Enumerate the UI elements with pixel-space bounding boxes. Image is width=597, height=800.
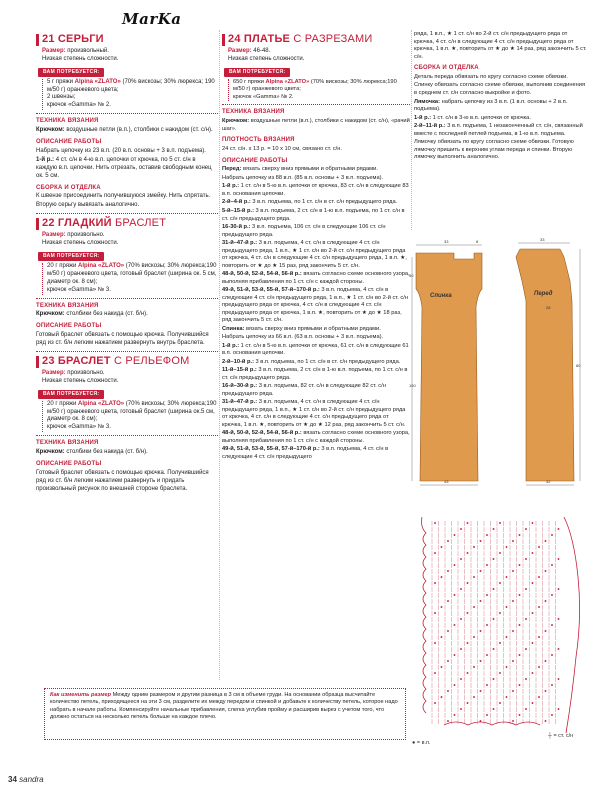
chain-mark	[493, 528, 495, 530]
chain-mark	[486, 534, 488, 536]
chain-mark	[473, 576, 475, 578]
note-lead: Как изменить размер	[50, 692, 112, 698]
divider	[36, 298, 218, 299]
paragraph: 2-й–11-й р.: 3 в.п. подъема, 1 незаконченный ст. с/н, связанный вместе с последней петлей подъема, в 1-ю в.п. подъема.	[414, 123, 583, 137]
paragraph: Крючком: столбики без накида (ст. б/н).	[36, 449, 148, 456]
chain-mark	[460, 618, 462, 620]
chain-mark	[486, 624, 488, 626]
subheading: ОПИСАНИЕ РАБОТЫ	[36, 323, 102, 330]
subheading: ОПИСАНИЕ РАБОТЫ	[222, 157, 288, 164]
accent-bar	[36, 218, 39, 230]
chain-mark	[538, 636, 540, 638]
chain-mark	[499, 582, 501, 584]
chain-mark	[480, 570, 482, 572]
column-left	[36, 30, 218, 494]
chain-mark	[467, 612, 469, 614]
paragraph: 48-й, 50-й, 52-й, 54-й, 56-й р.: вязать согласно схеме основного узора, выполняя прибавления по 1 ст. с/н с каждой стороны.	[222, 271, 410, 285]
paragraph: 2-й–10-й р.: 3 в.п. подъема, по 1 ст. с/н в ст. с/н предыдущего ряда.	[222, 358, 401, 365]
chain-mark	[512, 600, 514, 602]
chain-mark	[519, 594, 521, 596]
size-info: Размер: 46-48. Низкая степень сложности.	[228, 48, 305, 63]
subheading: ТЕХНИКА ВЯЗАНИЯ	[36, 302, 99, 309]
chain-mark	[551, 714, 553, 716]
chain-mark	[434, 672, 436, 674]
chain-mark	[519, 534, 521, 536]
chain-mark	[473, 546, 475, 548]
dim-label: 8	[476, 239, 479, 244]
chain-mark	[499, 612, 501, 614]
paragraph: 1-й р.: 1 ст. с/н в 3-ю в.п. цепочки от крючка.	[414, 114, 531, 121]
chain-mark	[473, 606, 475, 608]
dim-label: 32	[546, 479, 551, 484]
paragraph: 1-й р.: 1 ст. с/н в 5-ю в.п. цепочки от крючка, 61 ст. с/н в следующие 61 в.п. основания цепочки.	[222, 342, 409, 357]
size-change-note	[44, 688, 406, 740]
chain-mark	[493, 678, 495, 680]
section-title: СЕРЬГИ	[57, 33, 104, 45]
chain-mark	[441, 576, 443, 578]
chain-mark	[512, 660, 514, 662]
chain-mark	[519, 714, 521, 716]
section-number: 21	[42, 33, 55, 45]
difficulty: Низкая степень сложности.	[42, 240, 119, 247]
paragraph: Спинка: вязать сверху вниз прямыми и обратными рядами.	[222, 325, 381, 332]
symbol: ┼	[548, 733, 552, 739]
subheading: ОПИСАНИЕ РАБОТЫ	[36, 461, 102, 468]
paragraph: Лямочка: набрать цепочку из 3 в.п. (1 в.п. основы + 2 в.п. подъема).	[414, 98, 568, 113]
paragraph: Готовый браслет обвязать с помощью крючка. Получившийся ряд из ст. б/н легким нажатием развернуть и придать произвольный рисунок по внешней стороне браслета.	[36, 469, 209, 492]
paragraph: 1-й р.: 4 ст. с/н в 4-ю в.п. цепочки от крючка, по 5 ст. с/н в каждую в.п. цепочки. Нить отрезать, оставив свободным конец ок. 5 см.	[36, 156, 212, 179]
chain-mark	[506, 606, 508, 608]
chain-mark	[486, 714, 488, 716]
chain-mark	[454, 684, 456, 686]
chain-mark	[558, 618, 560, 620]
note-text: Между одним размером и другим разница в 3 см в объеме груди. На основании образца высчитайте количество петель, приходящееся на эти 3 см, разделите их между передом и спинкой и добавьте к количеству петель, которое надо набрать в начале работы. Компенсируйте начальные прибавления, слегка углубив пройму и расширив вырез с учетом того, что должно остаться на несколько петель больше на каждое плечо.	[50, 692, 398, 720]
chain-mark	[493, 588, 495, 590]
dim-label: 50	[409, 273, 414, 278]
materials-list: 20 г пряжи Alpina «ZLATO» (70% вискозы; 30% люрекса;190 м/50 г) оранжевого цвета, готовый браслет (ширина ок.5 см, диаметр ок. 8 см); крючок «Gamma» № 3.	[42, 401, 218, 433]
chain-mark	[486, 684, 488, 686]
chain-mark	[480, 630, 482, 632]
chain-mark	[460, 648, 462, 650]
chain-mark	[434, 612, 436, 614]
chain-mark	[558, 558, 560, 560]
chain-mark	[499, 552, 501, 554]
chain-mark	[512, 540, 514, 542]
paragraph: Вторую серьгу вывязать аналогично.	[36, 202, 140, 209]
chain-mark	[499, 642, 501, 644]
chain-mark	[467, 582, 469, 584]
chain-mark	[538, 576, 540, 578]
chain-mark	[454, 534, 456, 536]
chain-mark	[460, 528, 462, 530]
paragraph: 31-й–47-й р.: 3 в.п. подъема, 4 ст. с/н в следующие 4 ст. с/н предыдущего ряда, 1 в.п., ★ 1 ст. с/н во 2-й ст. с/н предыдущего ряда от крючка, 4 ст. с/н в следующие 4 ст. с/н предыдущего ряда от крючка, 1 в.п. ★, повторить от ★ до ★ 12 раз, ряд закончить 5 ст. с/н.	[222, 399, 406, 428]
section-title: ПЛАТЬЕ	[243, 33, 291, 45]
front-piece	[516, 249, 574, 481]
section-number: 22	[42, 217, 55, 230]
back-piece	[416, 253, 482, 481]
divider	[36, 113, 218, 114]
chain-mark	[480, 600, 482, 602]
materials-list: 20 г пряжи Alpina «ZLATO» (70% вискозы; 30% люрекса;190 м/50 г) оранжевого цвета, готовый браслет (ширина ок. 5 см, диаметр ок. 8 см); крючок «Gamma» № 3.	[42, 263, 218, 295]
chain-mark	[467, 642, 469, 644]
column-divider	[219, 30, 220, 680]
chain-mark	[447, 570, 449, 572]
paragraph: 49-й, 51-й, 53-й, 55-й, 57-й–170-й р.: 3 в.п. подъема, 4 ст. с/н в следующие 4 ст. с/н предыдущего	[222, 446, 389, 460]
difficulty: Низкая степень сложности.	[42, 378, 119, 385]
watermark-logo: MarKa	[122, 10, 182, 28]
size-info: Размер: произвольно. Низкая степень сложности.	[42, 370, 119, 385]
divider	[222, 104, 410, 105]
chain-mark	[434, 522, 436, 524]
legend-st: ┼ = ст. с/н	[548, 733, 574, 739]
paragraph: Крючком: столбики без накида (ст. б/н).	[36, 311, 148, 318]
chain-mark	[447, 660, 449, 662]
chain-mark	[519, 654, 521, 656]
paragraph: 24 ст. с/н. х 13 р. = 10 х 10 см, связано ст. с/н.	[222, 145, 342, 152]
chain-mark	[486, 654, 488, 656]
chain-mark	[538, 666, 540, 668]
materials-list: 5 г пряжи Alpina «ZLATO» (70% вискозы; 30% люрекса; 190 м/50 г) оранжевого цвета; 2 швензы; крючок «Gamma» № 2.	[42, 79, 218, 111]
chain-mark	[480, 660, 482, 662]
chain-mark	[441, 606, 443, 608]
chain-mark	[538, 606, 540, 608]
paragraph: Перед: вязать сверху вниз прямыми и обратными рядами.	[222, 166, 378, 173]
chain-mark	[499, 702, 501, 704]
front-label: Перед	[534, 291, 553, 297]
chain-mark	[551, 594, 553, 596]
chain-mark	[545, 660, 547, 662]
dim-label: 150	[409, 383, 416, 388]
chain-mark	[512, 570, 514, 572]
materials-badge: ВАМ ПОТРЕБУЕТСЯ:	[224, 68, 290, 77]
paragraph: Готовый браслет обвязать с помощью крючка. Получившийся ряд из ст. б/н легким нажатием развернуть внутрь браслета.	[36, 332, 209, 347]
chain-mark	[525, 558, 527, 560]
paragraph: Набрать цепочку из 66 в.п. (63 в.п. основы + 3 в.п. подъема).	[222, 334, 384, 341]
chain-mark	[525, 588, 527, 590]
divider	[36, 435, 218, 436]
chain-mark	[532, 612, 534, 614]
chain-mark	[467, 552, 469, 554]
chain-mark	[460, 708, 462, 710]
materials-badge: ВАМ ПОТРЕБУЕТСЯ:	[38, 252, 104, 261]
difficulty: Низкая степень сложности.	[228, 56, 305, 63]
crochet-scheme	[416, 497, 586, 745]
chain-mark	[512, 690, 514, 692]
chain-mark	[506, 546, 508, 548]
section-21-heading	[36, 33, 218, 46]
chain-mark	[493, 708, 495, 710]
paragraph: Крючком: воздушные петли (в.п.), столбики с накидом (ст. с/н), «рачий шаг».	[222, 118, 410, 132]
chain-mark	[525, 678, 527, 680]
symbol: ●	[412, 740, 416, 746]
chain-mark	[558, 678, 560, 680]
chain-mark	[447, 690, 449, 692]
chain-mark	[545, 690, 547, 692]
chain-mark	[551, 624, 553, 626]
paragraph: 16-30-й р.: 3 в.п. подъема, 106 ст. с/н в следующие 106 ст. с/н предыдущего ряда.	[222, 224, 386, 238]
materials-list: 650 г пряжи Alpina «ZLATO» (70% вискозы; 30% люрекса;190 м/50 г) оранжевого цвета; крючок «Gamma» № 2.	[228, 79, 410, 102]
chain-mark	[525, 708, 527, 710]
chain-mark	[473, 636, 475, 638]
chain-mark	[519, 684, 521, 686]
chain-mark	[434, 702, 436, 704]
chain-mark	[538, 696, 540, 698]
chain-mark	[467, 672, 469, 674]
paragraph: Деталь переда обвязать по кругу согласно схеме обвязки.	[414, 73, 568, 80]
chain-mark	[460, 678, 462, 680]
chain-mark	[551, 654, 553, 656]
chain-mark	[434, 582, 436, 584]
size-info: Размер: произвольно. Низкая степень сложности.	[42, 232, 119, 247]
size-info: Размер: произвольный. Низкая степень сложности.	[42, 48, 119, 63]
chain-mark	[454, 654, 456, 656]
paragraph: 11-й–15-й р.: 3 в.п. подъема, 2 ст. с/н в 1-ю в.п. подъема, по 1 ст. с/н в ст. с/н предыдущего ряда.	[222, 367, 408, 381]
chain-mark	[532, 552, 534, 554]
paragraph: Набрать цепочку из 88 в.п. (85 в.п. основы + 3 в.п. подъема).	[222, 174, 384, 181]
chain-mark	[441, 546, 443, 548]
chain-mark	[558, 528, 560, 530]
subheading: ТЕХНИКА ВЯЗАНИЯ	[36, 118, 99, 125]
column-divider	[411, 30, 412, 230]
paragraph: 1-й р.: 1 ст. с/н в 5-ю в.п. цепочки от крючка, 83 ст. с/н в следующие 83 в.п. основания цепочки.	[222, 183, 409, 197]
chain-mark	[519, 624, 521, 626]
chain-mark	[434, 642, 436, 644]
chain-mark	[551, 564, 553, 566]
accent-bar	[222, 34, 225, 46]
chain-mark	[538, 546, 540, 548]
chain-mark	[493, 648, 495, 650]
paragraph: Спинку обвязать согласно схеме обвязки, выполнив соединения в среднем ст. с/н согласно выкройке и фото.	[414, 82, 586, 96]
chain-mark	[447, 540, 449, 542]
chain-mark	[441, 636, 443, 638]
legend-vp: ● = в.п.	[412, 740, 431, 746]
paragraph: Набрать цепочку из 23 в.п. (20 в.п. основы + 3 в.п. подъема).	[36, 147, 206, 154]
chain-mark	[506, 576, 508, 578]
chain-mark	[460, 558, 462, 560]
chain-mark	[558, 588, 560, 590]
chain-mark	[486, 564, 488, 566]
chain-mark	[545, 630, 547, 632]
chain-mark	[512, 630, 514, 632]
section-number: 24	[228, 33, 241, 45]
subheading: СБОРКА И ОТДЕЛКА	[414, 65, 479, 72]
paragraph: Лямочку обвязать по кругу согласно схеме обвязки. Готовую лямочку пришить к верхним углам переда и спинки. Вторую лямочку выполнить аналогично.	[414, 139, 574, 161]
subheading: ТЕХНИКА ВЯЗАНИЯ	[222, 109, 285, 116]
divider	[36, 213, 218, 214]
accent-bar	[36, 356, 39, 368]
chain-mark	[467, 702, 469, 704]
chain-mark	[506, 696, 508, 698]
page-footer: 34 sandra	[8, 775, 44, 784]
chain-mark	[545, 720, 547, 722]
dim-label: 33	[540, 237, 545, 242]
chain-mark	[473, 696, 475, 698]
chain-mark	[551, 684, 553, 686]
chain-mark	[493, 618, 495, 620]
paragraph: К швензе присоединить получившуюся змейку. Нить спрятать.	[36, 193, 211, 200]
materials-badge: ВАМ ПОТРЕБУЕТСЯ:	[38, 390, 104, 399]
divider	[36, 351, 218, 352]
paragraph: 16-й–30-й р.: 3 в.п. подъема, 82 ст. с/н в следующие 82 ст. с/н предыдущего ряда.	[222, 383, 386, 397]
section-title: ГЛАДКИЙ	[57, 217, 112, 230]
chain-mark	[558, 708, 560, 710]
chain-mark	[558, 648, 560, 650]
chain-mark	[532, 582, 534, 584]
pattern-diagram	[410, 237, 585, 487]
chain-mark	[480, 720, 482, 722]
chain-mark	[447, 600, 449, 602]
paragraph: ряда, 1 в.п., ★ 1 ст. с/н во 2-й ст. с/н предыдущего ряда от крючка, 4 ст. с/н в следующие 4 ст. с/н предыдущего ряда от крючка, 1 в.п. ★, повторить от ★ до ★ 14 раз, ряд закончить 5 ст. с/н.	[414, 31, 587, 60]
chain-mark	[454, 624, 456, 626]
dim-label: 80	[576, 363, 581, 368]
chain-mark	[532, 672, 534, 674]
chain-mark	[506, 666, 508, 668]
chain-mark	[532, 702, 534, 704]
chain-mark	[480, 690, 482, 692]
difficulty: Низкая степень сложности.	[42, 56, 119, 63]
chain-mark	[519, 564, 521, 566]
chain-mark	[532, 642, 534, 644]
chain-mark	[454, 564, 456, 566]
paragraph: Крючком: воздушные петли (в.п.), столбики с накидом (ст. с/н).	[36, 127, 213, 134]
chain-mark	[499, 522, 501, 524]
subheading: ТЕХНИКА ВЯЗАНИЯ	[36, 440, 99, 447]
column-middle	[222, 30, 410, 461]
section-24-heading: 24 ПЛАТЬЕ С РАЗРЕЗАМИ	[222, 33, 410, 46]
chain-mark	[545, 540, 547, 542]
back-label: Спинка	[430, 293, 452, 299]
chain-mark	[525, 528, 527, 530]
chain-mark	[441, 666, 443, 668]
paragraph: 31-й–47-й р.: 3 в.п. подъема, 4 ст. с/н в следующие 4 ст. с/н предыдущего ряда, 1 в.п., ★ 1 ст. с/н во 2-й ст. с/н предыдущего ряда от крючка, 4 ст. с/н в следующие 4 ст. с/н предыдущего ряда, 1 в.п. ★, повторить от ★ до ★ 15 раз, ряд закончить 5 ст. с/н.	[222, 240, 407, 269]
paragraph: 48-й, 50-й, 52-й, 54-й, 56-й р.: вязать согласно схеме основного узора, выполняя прибавления по 1 ст. с/н с каждой стороны.	[222, 430, 410, 444]
chain-mark	[467, 522, 469, 524]
chain-mark	[499, 672, 501, 674]
column-right	[414, 30, 589, 162]
chain-mark	[551, 534, 553, 536]
materials-badge: ВАМ ПОТРЕБУЕТСЯ:	[38, 68, 104, 77]
chain-mark	[441, 696, 443, 698]
chain-mark	[473, 666, 475, 668]
chain-mark	[493, 558, 495, 560]
chain-mark	[480, 540, 482, 542]
accent-bar	[36, 34, 39, 46]
chain-mark	[512, 720, 514, 722]
subheading: СБОРКА И ОТДЕЛКА	[36, 184, 101, 191]
chain-mark	[525, 648, 527, 650]
subheading: ПЛОТНОСТЬ ВЯЗАНИЯ	[222, 137, 295, 144]
section-23-heading: 23 БРАСЛЕТ С РЕЛЬЕФОМ	[36, 355, 218, 368]
chain-mark	[532, 522, 534, 524]
paragraph: 2-й–4-й р.: 3 в.п. подъема, по 1 ст. с/н в ст. с/н предыдущего ряда.	[222, 199, 398, 206]
subheading: ОПИСАНИЕ РАБОТЫ	[36, 139, 102, 146]
chain-mark	[454, 594, 456, 596]
section-number: 23	[42, 355, 55, 368]
dim-label: 43	[444, 479, 449, 484]
chain-mark	[460, 588, 462, 590]
chain-mark	[506, 636, 508, 638]
dim-label: 33	[444, 239, 449, 244]
paragraph: 5-й–15-й р.: 3 в.п. подъема, 2 ст. с/н в 1-ю в.п. подъема, по 1 ст. с/н в ст. с/н предыдущего ряда.	[222, 207, 405, 222]
chain-mark	[447, 630, 449, 632]
chain-mark	[545, 570, 547, 572]
section-22-heading: 22 ГЛАДКИЙ БРАСЛЕТ	[36, 217, 218, 230]
chain-mark	[447, 720, 449, 722]
chain-mark	[545, 600, 547, 602]
front-number: 28	[546, 305, 551, 310]
chain-mark	[454, 714, 456, 716]
chain-mark	[434, 552, 436, 554]
paragraph: 49-й, 51-й, 53-й, 55-й, 57-й–170-й р.: 3 в.п. подъема, 4 ст. с/н в следующие 4 ст. с/н предыдущего ряда, 1 в.п., ★ 1 ст. с/н во 2-й ст. с/н предыдущего ряда от крючка, 4 ст. с/н в следующие 4 ст. с/н предыдущего ряда от крючка, 1 в.п. ★, повторить от ★ до ★ 18 раз, ряд закончить 5 ст. с/н.	[222, 287, 409, 324]
chain-mark	[525, 618, 527, 620]
section-title: БРАСЛЕТ	[57, 355, 111, 368]
chain-mark	[486, 594, 488, 596]
